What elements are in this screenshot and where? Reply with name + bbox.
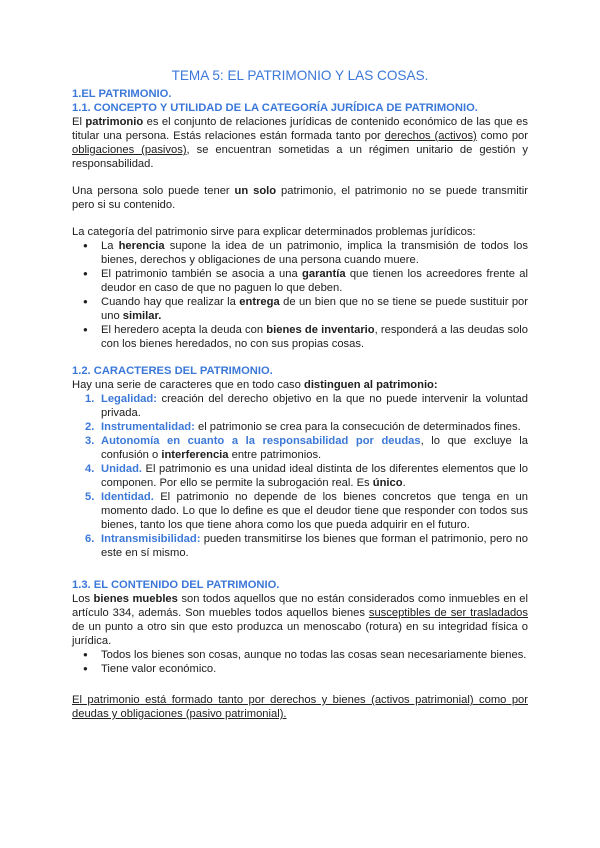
list-caracteres [72, 392, 528, 560]
list-bienes [72, 648, 528, 676]
subsection-heading-caracteres: 1.2. CARACTERES DEL PATRIMONIO. [72, 365, 273, 377]
section-heading-patrimonio: 1.EL PATRIMONIO. [72, 88, 172, 100]
list-item: 6. Intransmisibilidad: pueden transmitirse los bienes que forman el patrimonio, pero no este en sí mismo. [85, 533, 528, 559]
list-item: 3. Autonomía en cuanto a la responsabilidad por deudas, lo que excluye la confusión o interferencia entre patrimonios. [85, 435, 528, 461]
list-item: 1. Legalidad: creación del derecho objetivo en la que no puede intervenir la voluntad privada. [85, 393, 528, 419]
paragraph-caracteres-intro: Hay una serie de caracteres que en todo caso distinguen al patrimonio: [72, 379, 438, 391]
subsection-heading-contenido: 1.3. EL CONTENIDO DEL PATRIMONIO. [72, 579, 280, 591]
paragraph-bienes-muebles: Los bienes muebles son todos aquellos que no están considerados como inmuebles en el artículo 334, además. Son muebles todos aquellos bienes susceptibles de ser trasladados de un punto a otro sin que esto produzca un menoscabo (rotura) en su integridad física o jurídica. [72, 593, 528, 647]
document-page [72, 68, 528, 721]
list-item: ● Cuando hay que realizar la entrega de un bien que no se tiene se puede sustituir por uno similar. [72, 295, 528, 323]
list-item: 5. Identidad. El patrimonio no depende de los bienes concretos que tenga en un momento dado. Lo que lo define es que el deudor tiene que responder con todos sus bienes, tanto los que tiene ahora como los que pueda adquirir en el futuro. [85, 491, 528, 531]
paragraph-un-solo-patrimonio: Una persona solo puede tener un solo patrimonio, el patrimonio no se puede transmitir pero si su contenido. [72, 185, 528, 211]
list-item: ● El heredero acepta la deuda con bienes de inventario, responderá a las deudas solo con los bienes heredados, no con sus propias cosas. [72, 323, 528, 351]
list-item: ● La herencia supone la idea de un patrimonio, implica la transmisión de todos los bienes, derechos y obligaciones de una persona cuando muere. [72, 239, 528, 267]
paragraph-closing: El patrimonio está formado tanto por derechos y bienes (activos patrimonial) como por deudas y obligaciones (pasivo patrimonial). [72, 694, 528, 720]
list-item: ● El patrimonio también se asocia a una garantía que tienen los acreedores frente al deudor en caso de que no paguen lo que deben. [72, 267, 528, 295]
subsection-heading-concepto: 1.1. CONCEPTO Y UTILIDAD DE LA CATEGORÍA JURÍDICA DE PATRIMONIO. [72, 102, 478, 114]
paragraph-definicion: El patrimonio es el conjunto de relaciones jurídicas de contenido económico de las que es titular una persona. Estás relaciones están formada tanto por derechos (activos) como por obligaciones (pasivos), se encuentran sometidas a un régimen unitario de gestión y responsabilidad. [72, 116, 528, 170]
list-problemas-juridicos [72, 239, 528, 351]
list-item: ● Todos los bienes son cosas, aunque no todas las cosas sean necesariamente bienes. [72, 648, 528, 662]
list-item: 4. Unidad. El patrimonio es una unidad ideal distinta de los diferentes elementos que lo componen. Por ello se permite la subrogación real. Es único. [85, 463, 528, 489]
paragraph-categoria: La categoría del patrimonio sirve para explicar determinados problemas jurídicos: [72, 226, 476, 238]
list-item: ● Tiene valor económico. [72, 662, 528, 676]
list-item: 2. Instrumentalidad: el patrimonio se crea para la consecución de determinados fines. [85, 421, 521, 433]
document-title: TEMA 5: EL PATRIMONIO Y LAS COSAS. [171, 68, 429, 83]
